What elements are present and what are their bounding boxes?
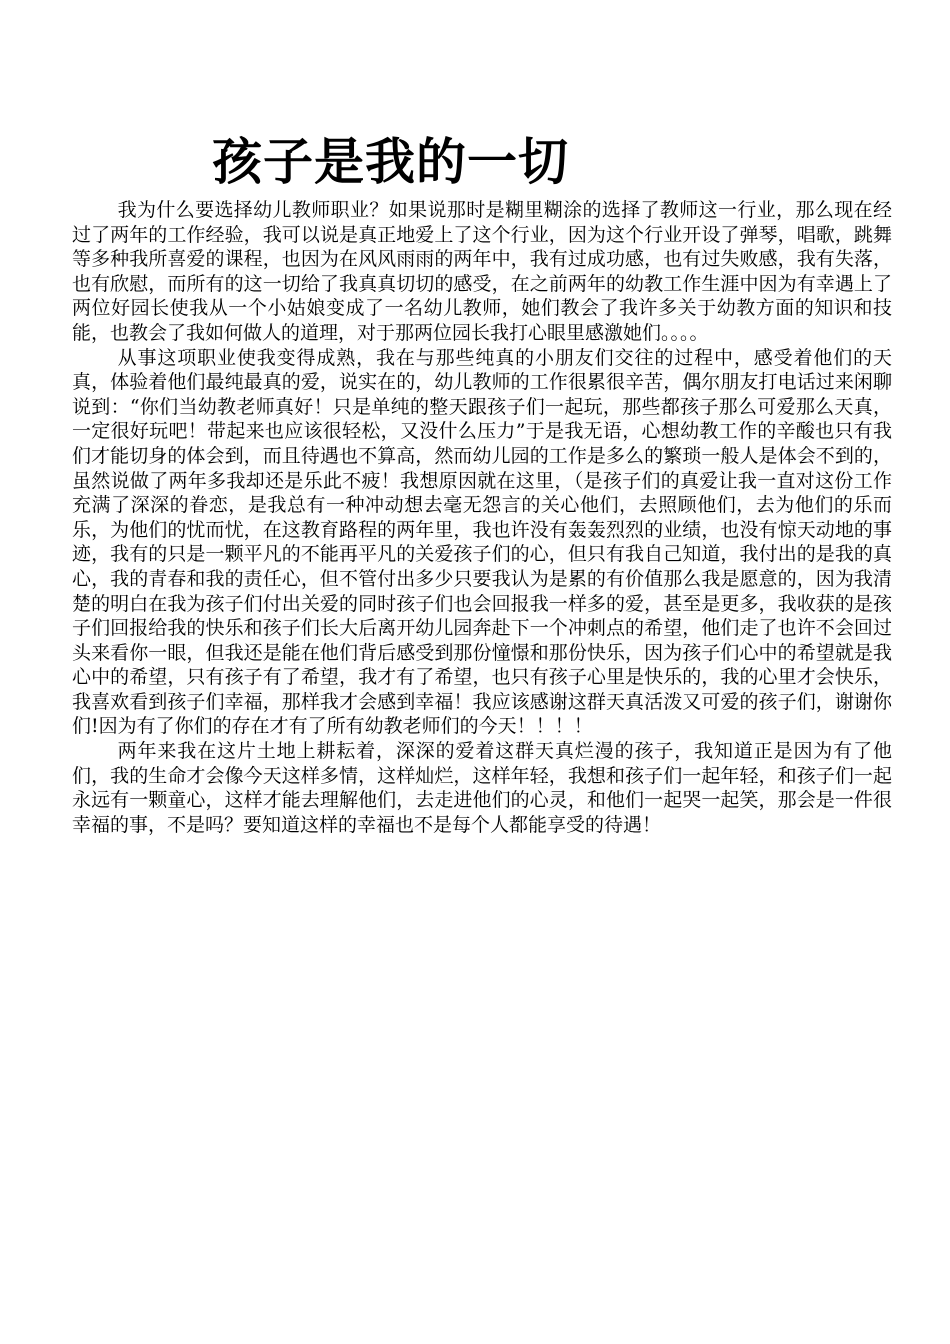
document-title: 孩子是我的一切 bbox=[212, 133, 569, 191]
document-body bbox=[72, 198, 892, 837]
paragraph-2: 从事这项职业使我变得成熟，我在与那些纯真的小朋友们交往的过程中，感受着他们的天真，体验着他们最纯最真的爱，说实在的，幼儿教师的工作很累很辛苦，偶尔朋友打电话过来闲聊说到：“你们当幼教老师真好！只是单纯的整天跟孩子们一起玩，那些都孩子那么可爱那么天真，一定很好玩吧！带起来也应该很轻松，又没什么压力”于是我无语，心想幼教工作的辛酸也只有我们才能切身的体会到，而且待遇也不算高，然而幼儿园的工作是多么的繁琐一般人是体会不到的，虽然说做了两年多我却还是乐此不疲！我想原因就在这里，（是孩子们的真爱让我一直对这份工作充满了深深的眷恋，是我总有一种冲动想去毫无怨言的关心他们，去照顾他们，去为他们的乐而乐，为他们的忧而忧，在这教育路程的两年里，我也许没有轰轰烈烈的业绩，也没有惊天动地的事迹，我有的只是一颗平凡的不能再平凡的关爱孩子们的心，但只有我自己知道，我付出的是我的真心，我的青春和我的责任心，但不管付出多少只要我认为是累的有价值那么我是愿意的，因为我清楚的明白在我为孩子们付出关爱的同时孩子们也会回报我一样多的爱，甚至是更多，我收获的是孩子们回报给我的快乐和孩子们长大后离开幼儿园奔赴下一个冲刺点的希望，他们走了也许不会回过头来看你一眼，但我还是能在他们背后感受到那份憧憬和那份快乐，因为孩子们心中的希望就是我心中的希望，只有孩子有了希望，我才有了希望，也只有孩子心里是快乐的，我的心里才会快乐，我喜欢看到孩子们幸福，那样我才会感到幸福！我应该感谢这群天真活泼又可爱的孩子们，谢谢你们!因为有了你们的存在才有了所有幼教老师们的今天！！！！ bbox=[72, 346, 892, 738]
paragraph-3: 两年来我在这片土地上耕耘着，深深的爱着这群天真烂漫的孩子，我知道正是因为有了他们，我的生命才会像今天这样多情，这样灿烂，这样年轻，我想和孩子们一起年轻，和孩子们一起永远有一颗童心，这样才能去理解他们，去走进他们的心灵，和他们一起哭一起笑，那会是一件很幸福的事，不是吗？要知道这样的幸福也不是每个人都能享受的待遇！ bbox=[72, 740, 892, 836]
paragraph-1: 我为什么要选择幼儿教师职业？如果说那时是糊里糊涂的选择了教师这一行业，那么现在经过了两年的工作经验，我可以说是真正地爱上了这个行业，因为这个行业开设了弹琴，唱歌，跳舞等多种我所喜爱的课程，也因为在风风雨雨的两年中，我有过成功感，也有过失败感，我有失落，也有欣慰，而所有的这一切给了我真真切切的感受，在之前两年的幼教工作生涯中因为有幸遇上了两位好园长使我从一个小姑娘变成了一名幼儿教师，她们教会了我许多关于幼教方面的知识和技能，也教会了我如何做人的道理，对于那两位园长我打心眼里感激她们。。。。 bbox=[72, 199, 892, 344]
